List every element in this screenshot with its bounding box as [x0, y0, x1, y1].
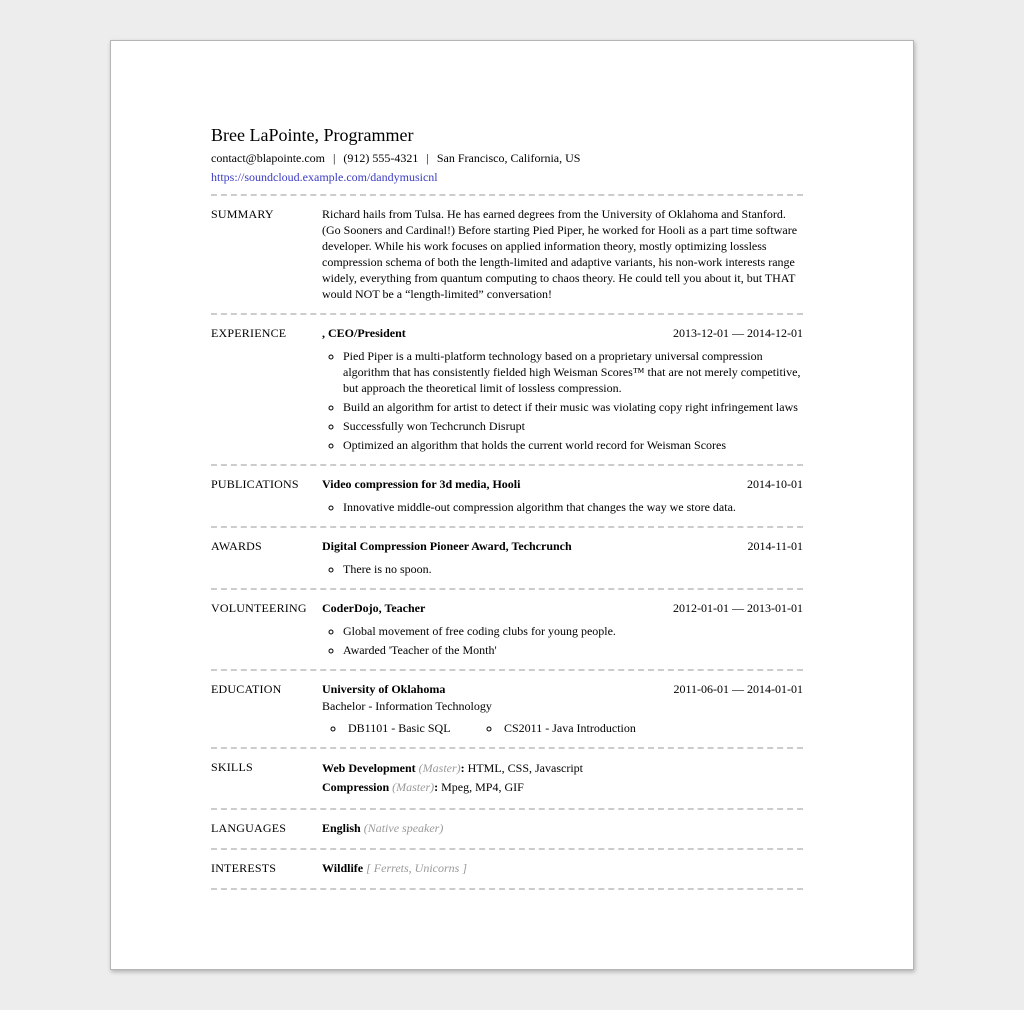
section-label: EXPERIENCE: [211, 326, 287, 340]
interest-keywords: [ Ferrets, Unicorns ]: [366, 861, 468, 875]
bullet-item: ◦ Successfully won Techcrunch Disrupt: [343, 418, 803, 434]
section-label: SUMMARY: [211, 207, 274, 221]
skill-colon: :: [460, 761, 465, 775]
contact-divider: |: [426, 151, 429, 165]
contact-email: contact@blapointe.com: [211, 151, 326, 165]
section-skills: [211, 749, 803, 808]
education-date: 2011-06-01 — 2014-01-01: [673, 682, 803, 696]
section-label: INTERESTS: [211, 861, 277, 875]
publication-date: 2014-10-01: [747, 477, 803, 491]
section-label: PUBLICATIONS: [211, 477, 299, 491]
contact-line: [211, 150, 803, 167]
volunteering-title: CoderDojo, Teacher: [322, 601, 426, 615]
section-publications: [211, 466, 803, 526]
bullet-item: ◦ Pied Piper is a multi-platform technology based on a proprietary universal compression algorithm that has consistently fielded high Weisman Scores™ that are not merely competitive, but approach the theoretical limit of lossless compression.: [343, 348, 803, 396]
section-divider: [211, 888, 803, 890]
skill-name: Web Development: [322, 761, 416, 775]
skill-level: (Master): [418, 761, 461, 775]
section-label: EDUCATION: [211, 682, 282, 696]
experience-title: , CEO/President: [322, 326, 406, 340]
experience-date: 2013-12-01 — 2014-12-01: [673, 326, 803, 340]
contact-divider: |: [333, 151, 336, 165]
summary-text: Richard hails from Tulsa. He has earned degrees from the University of Oklahoma and Stanford. (Go Sooners and Cardinal!) Before starting Pied Piper, he worked for Hooli as a part time software developer. While his work focuses on applied information theory, mostly optimizing lossless compression schema of both the length-limited and adaptive variants, his non-work interests range widely, everything from quantum computing to chaos theory. He could tell you about it, but THAT would NOT be a “length-limited” conversation!: [322, 207, 798, 301]
publication-item-head: [322, 476, 803, 493]
website-link[interactable]: https://soundcloud.example.com/dandymusicnl: [211, 170, 438, 184]
bullet-item: ◦ Global movement of free coding clubs for young people.: [343, 623, 803, 639]
section-label: SKILLS: [211, 760, 253, 774]
bullet-item: ◦ Innovative middle-out compression algorithm that changes the way we store data.: [343, 499, 803, 515]
education-degree: Bachelor - Information Technology: [322, 699, 492, 713]
section-interests: [211, 850, 803, 888]
skill-keywords: HTML, CSS, Javascript: [467, 761, 583, 775]
volunteering-date: 2012-01-01 — 2013-01-01: [673, 601, 803, 615]
publication-bullets: [322, 499, 803, 515]
language-item: [322, 820, 803, 836]
resume-page: [110, 40, 914, 970]
resume-header: [211, 124, 803, 186]
skill-level: (Master): [392, 780, 435, 794]
language-level: (Native speaker): [363, 821, 444, 835]
bullet-item: ◦ Optimized an algorithm that holds the current world record for Weisman Scores: [343, 437, 803, 453]
skill-keywords: Mpeg, MP4, GIF: [441, 780, 524, 794]
section-awards: [211, 528, 803, 588]
section-languages: [211, 810, 803, 848]
course-item: ◦ CS2011 - Java Introduction: [487, 720, 636, 736]
education-courses: [322, 720, 803, 736]
contact-location: San Francisco, California, US: [436, 151, 581, 165]
bullet-item: ◦ There is no spoon.: [343, 561, 803, 577]
volunteering-bullets: [322, 623, 803, 658]
skill-colon: :: [434, 780, 439, 794]
skill-name: Compression: [322, 780, 390, 794]
section-volunteering: [211, 590, 803, 669]
language-name: English: [322, 821, 361, 835]
volunteering-item-head: [322, 600, 803, 617]
resume-name: Bree LaPointe, Programmer: [211, 125, 414, 145]
publication-title: Video compression for 3d media, Hooli: [322, 477, 521, 491]
experience-item-head: [322, 325, 803, 342]
section-education: [211, 671, 803, 747]
course-item: ◦ DB1101 - Basic SQL: [331, 720, 487, 736]
experience-bullets: [322, 348, 803, 453]
bullet-item: ◦ Awarded 'Teacher of the Month': [343, 642, 803, 658]
education-institution: University of Oklahoma: [322, 682, 446, 696]
award-title: Digital Compression Pioneer Award, Techcrunch: [322, 539, 572, 553]
interest-name: Wildlife: [322, 861, 364, 875]
award-bullets: [322, 561, 803, 577]
interest-item: [322, 860, 803, 876]
award-date: 2014-11-01: [747, 539, 803, 553]
education-item-head: [322, 681, 803, 698]
skill-item: [322, 778, 803, 797]
skill-item: [322, 759, 803, 778]
contact-phone: (912) 555-4321: [343, 151, 419, 165]
section-label: LANGUAGES: [211, 821, 287, 835]
website-line: [211, 169, 803, 186]
section-label: VOLUNTEERING: [211, 601, 307, 615]
bullet-item: ◦ Build an algorithm for artist to detect if their music was violating copy right infringement laws: [343, 399, 803, 415]
award-item-head: [322, 538, 803, 555]
section-experience: [211, 315, 803, 464]
section-label: AWARDS: [211, 539, 262, 553]
section-summary: [211, 196, 803, 313]
